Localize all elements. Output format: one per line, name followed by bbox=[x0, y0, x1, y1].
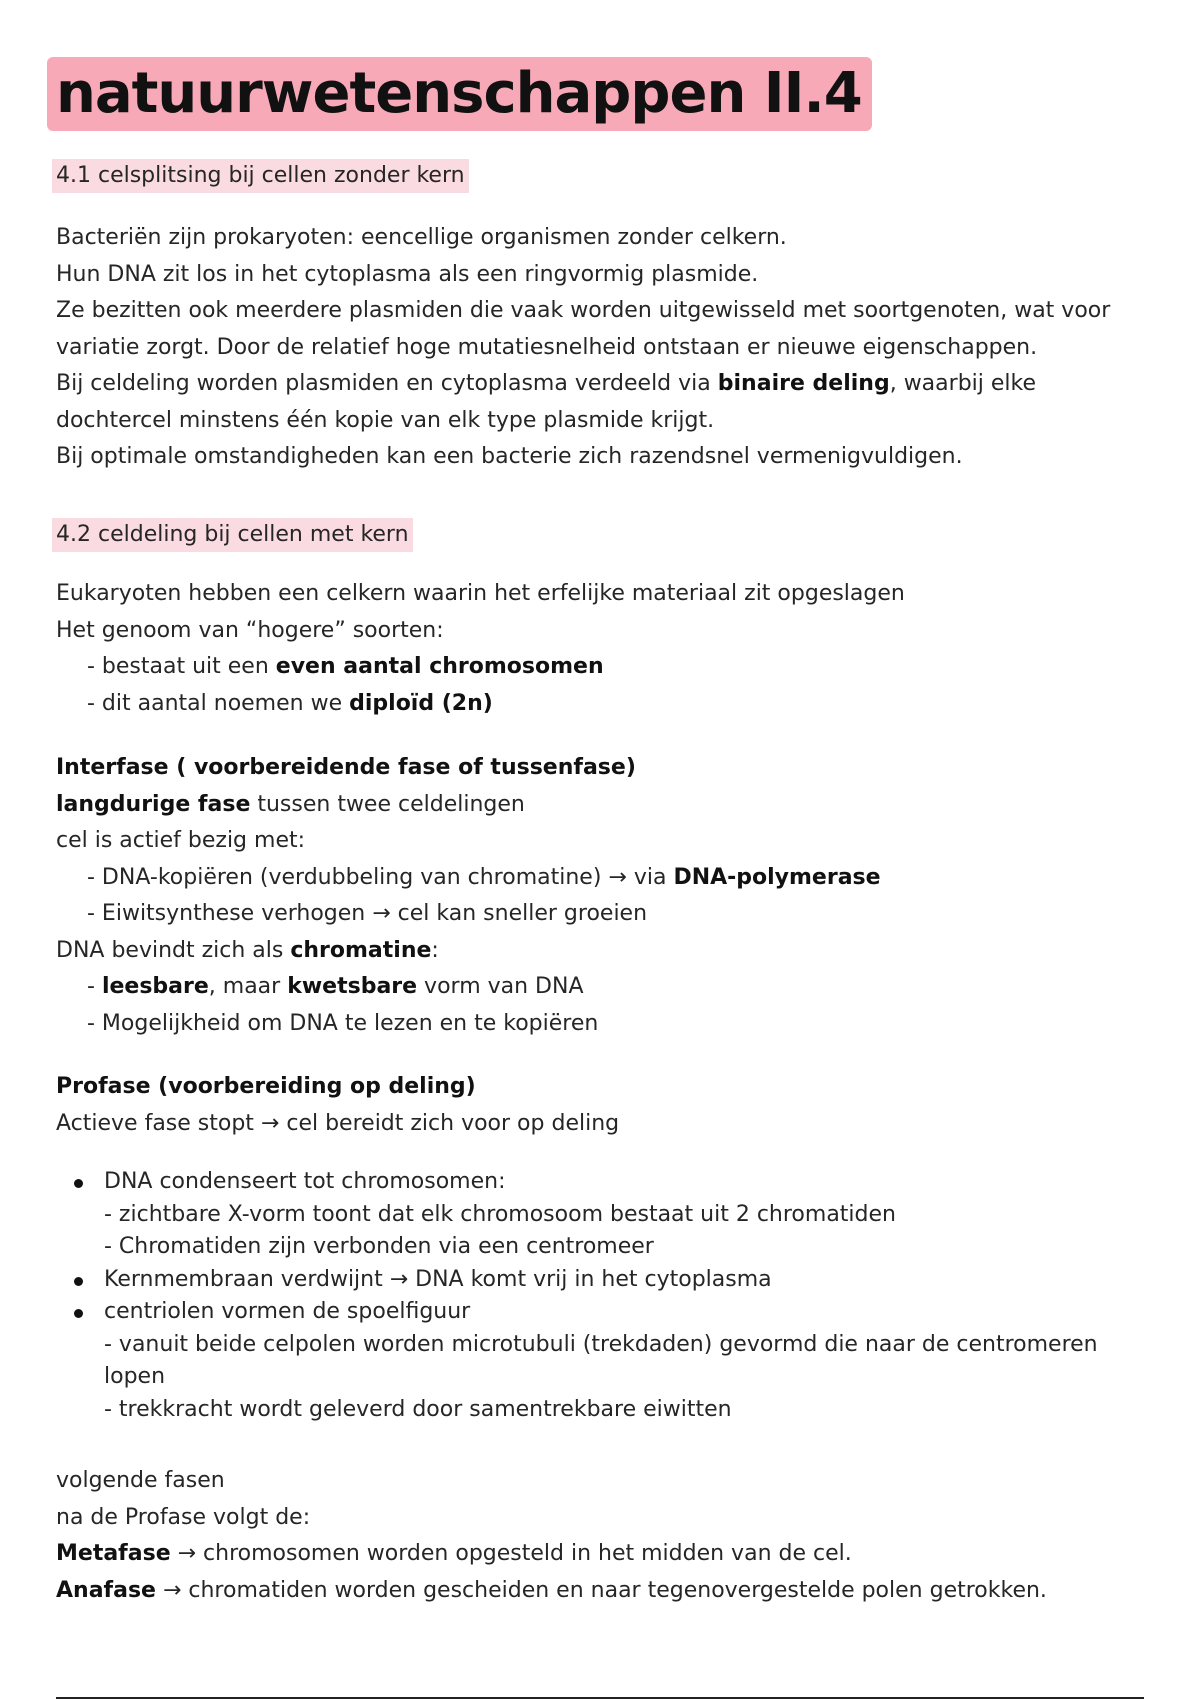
section-4-2-body bbox=[56, 576, 1156, 722]
bullet-icon bbox=[74, 1277, 83, 1286]
list-item: DNA condenseert tot chromosomen: bbox=[56, 1166, 1156, 1199]
term-even-aantal: even aantal chromosomen bbox=[275, 654, 604, 679]
text-line: Metafase → chromosomen worden opgesteld in het midden van de cel. bbox=[56, 1541, 852, 1566]
text-line: - Eiwitsynthese verhogen → cel kan sneller groeien bbox=[87, 901, 648, 926]
text-line: - DNA-kopiëren (verdubbeling van chromatine) → via DNA-polymerase bbox=[87, 864, 881, 890]
sub-item: - Chromatiden zijn verbonden via een centromeer bbox=[104, 1234, 654, 1259]
interfase-heading: Interfase ( voorbereidende fase of tussenfase) bbox=[56, 755, 636, 780]
volgende-fasen-block bbox=[56, 1463, 1156, 1609]
text-line: na de Profase volgt de: bbox=[56, 1504, 311, 1530]
text-line: - Mogelijkheid om DNA te lezen en te kopiëren bbox=[87, 1010, 599, 1036]
text-line: - dit aantal noemen we diploïd (2n) bbox=[87, 690, 493, 716]
bullet-icon bbox=[74, 1179, 83, 1188]
sub-item: lopen bbox=[104, 1364, 166, 1389]
text-line: cel is actief bezig met: bbox=[56, 828, 306, 853]
text-line: - bestaat uit een even aantal chromosomen bbox=[87, 654, 604, 679]
text-line: Actieve fase stopt → cel bereidt zich voor op deling bbox=[56, 1110, 620, 1136]
text-line: volgende fasen bbox=[56, 1468, 225, 1493]
text-line: Het genoom van “hogere” soorten: bbox=[56, 617, 444, 643]
term-dna-polymerase: DNA-polymerase bbox=[673, 864, 881, 890]
term-binaire-deling: binaire deling bbox=[717, 371, 890, 396]
term-diploid: diploïd (2n) bbox=[349, 690, 493, 716]
profase-block bbox=[56, 1069, 1156, 1142]
text-line: - leesbare, maar kwetsbare vorm van DNA bbox=[87, 974, 584, 999]
text-line: Bacteriën zijn prokaryoten: eencellige organismen zonder celkern. bbox=[56, 225, 787, 250]
text-line: langdurige fase tussen twee celdelingen bbox=[56, 791, 525, 817]
text-line: Eukaryoten hebben een celkern waarin het erfelijke materiaal zit opgeslagen bbox=[56, 581, 905, 606]
section-heading-4-1: 4.1 celsplitsing bij cellen zonder kern bbox=[52, 159, 469, 193]
bottom-divider bbox=[56, 1697, 1144, 1699]
sub-item: - zichtbare X-vorm toont dat elk chromosoom bestaat uit 2 chromatiden bbox=[104, 1201, 896, 1227]
text-line: Anafase → chromatiden worden gescheiden en naar tegenovergestelde polen getrokken. bbox=[56, 1577, 1047, 1603]
sub-item: - trekkracht wordt geleverd door samentrekbare eiwitten bbox=[104, 1396, 732, 1422]
term-chromatine: chromatine bbox=[290, 937, 432, 963]
text-line: DNA bevindt zich als chromatine: bbox=[56, 937, 439, 963]
term-langdurige-fase: langdurige fase bbox=[56, 791, 251, 817]
term-metafase: Metafase bbox=[56, 1541, 171, 1566]
page-title: natuurwetenschappen II.4 bbox=[47, 57, 872, 131]
text-line: Bij optimale omstandigheden kan een bacterie zich razendsnel vermenigvuldigen. bbox=[56, 444, 963, 469]
section-4-1-body bbox=[56, 220, 1156, 476]
text-line: Bij celdeling worden plasmiden en cytoplasma verdeeld via binaire deling, waarbij elke bbox=[56, 371, 1037, 396]
profase-bullet-list bbox=[56, 1166, 1156, 1426]
profase-heading: Profase (voorbereiding op deling) bbox=[56, 1074, 476, 1099]
bullet-icon bbox=[74, 1309, 83, 1318]
interfase-block bbox=[56, 750, 1156, 1042]
sub-item: - vanuit beide celpolen worden microtubuli (trekdaden) gevormd die naar de centromeren bbox=[104, 1331, 1098, 1357]
text-line: Hun DNA zit los in het cytoplasma als een ringvormig plasmide. bbox=[56, 261, 759, 287]
term-anafase: Anafase bbox=[56, 1577, 156, 1603]
section-heading-4-2: 4.2 celdeling bij cellen met kern bbox=[52, 518, 413, 552]
text-line: Ze bezitten ook meerdere plasmiden die vaak worden uitgewisseld met soortgenoten, wat voor bbox=[56, 298, 1111, 323]
list-item: centriolen vormen de spoelfiguur bbox=[56, 1296, 1156, 1329]
list-item: Kernmembraan verdwijnt → DNA komt vrij in het cytoplasma bbox=[56, 1264, 1156, 1297]
text-line: dochtercel minstens één kopie van elk type plasmide krijgt. bbox=[56, 407, 715, 433]
text-line: variatie zorgt. Door de relatief hoge mutatiesnelheid ontstaan er nieuwe eigenschappen. bbox=[56, 334, 1038, 360]
